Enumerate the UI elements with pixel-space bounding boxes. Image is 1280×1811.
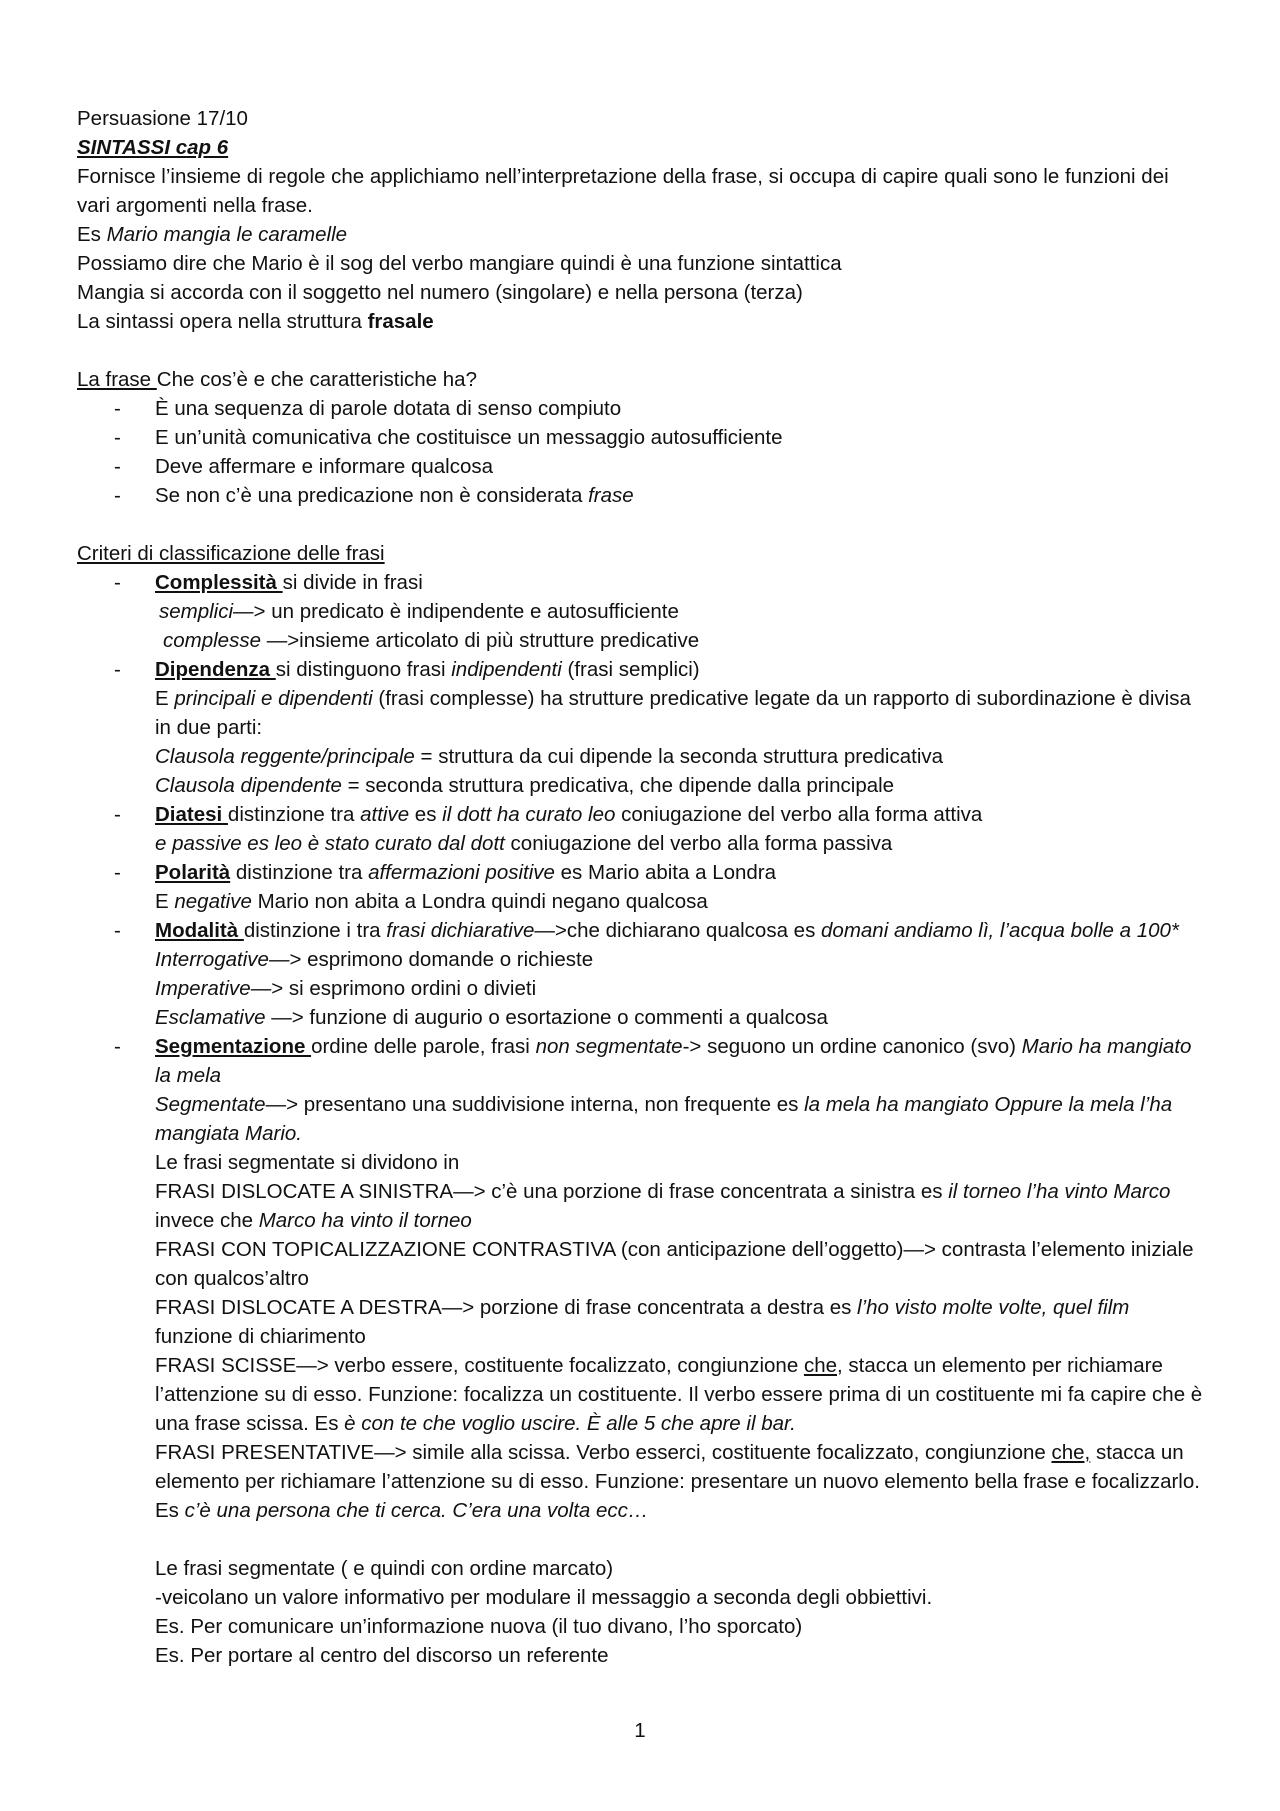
scisse-text: FRASI SCISSE—> verbo essere, costituente focalizzato, congiunzione bbox=[155, 1354, 804, 1377]
segmentate-def: —> presentano una suddivisione interna, non frequente es bbox=[265, 1093, 805, 1116]
segmentazione-text: ordine delle parole, frasi bbox=[311, 1035, 536, 1058]
diatesi-example: il dott ha curato leo bbox=[442, 803, 616, 826]
list-item-text bbox=[155, 481, 1207, 510]
scisse-example: è con te che voglio uscire. È alle 5 che apre il bar. bbox=[344, 1412, 796, 1435]
segmentazione-example: Mario ha mangiato la mela bbox=[155, 1035, 1192, 1087]
frase-heading bbox=[77, 365, 1207, 394]
complessita-text: si divide in frasi bbox=[282, 571, 423, 594]
bullet-dash: - bbox=[114, 919, 121, 942]
semplici-line bbox=[77, 597, 1207, 626]
list-item-text: Deve affermare e informare qualcosa bbox=[155, 455, 494, 478]
dislocate-destra-example: l’ho visto molte volte, quel film bbox=[857, 1296, 1130, 1319]
imperative-term: Imperative bbox=[155, 977, 251, 1000]
bullet-dash: - bbox=[114, 455, 121, 478]
segmentate-example: la mela ha mangiato Oppure la mela l’ha mangiata Mario. bbox=[155, 1093, 1173, 1145]
clausola-reggente-def: = struttura da cui dipende la seconda struttura predicativa bbox=[414, 745, 944, 768]
closing-line-4: Es. Per portare al centro del discorso un referente bbox=[155, 1644, 609, 1667]
diatesi-text-3: coniugazione del verbo alla forma attiva bbox=[615, 803, 983, 826]
segmentazione-text-2: -> seguono un ordine canonico (svo) bbox=[682, 1035, 1022, 1058]
dislocate-destra: FRASI DISLOCATE A DESTRA—> porzione di frase concentrata a destra es bbox=[155, 1296, 858, 1319]
polarita-italic: affermazioni positive bbox=[368, 861, 555, 884]
polarita-l2-text: Mario non abita a Londra quindi negano qualcosa bbox=[251, 890, 708, 913]
bullet-dash: - bbox=[114, 426, 121, 449]
doc-title: Persuasione 17/10 bbox=[77, 107, 248, 130]
frase-title: La frase bbox=[77, 368, 157, 391]
presentative-che: che, bbox=[1051, 1441, 1091, 1464]
dipendenza-text-2: (frasi semplici) bbox=[561, 658, 700, 681]
dipendenza-l2-b: (frasi complesse) ha strutture predicative legate da un rapporto di subordinazione è divisa in due parti: bbox=[155, 687, 1191, 739]
criterion-polarita bbox=[77, 858, 1207, 916]
list-item bbox=[77, 394, 1207, 423]
page-number: 1 bbox=[634, 1719, 646, 1742]
modalita-text-2: —>che dichiarano qualcosa es bbox=[534, 919, 822, 942]
list-item bbox=[77, 481, 1207, 510]
dislocate-sinistra: FRASI DISLOCATE A SINISTRA—> c’è una porzione di frase concentrata a sinistra es bbox=[155, 1180, 949, 1203]
bullet4-text: Se non c’è una predicazione non è considerata bbox=[155, 484, 589, 507]
criterion-modalita bbox=[77, 916, 1207, 1032]
term-complessita: Complessità bbox=[155, 571, 283, 594]
criteri-heading: Criteri di classificazione delle frasi bbox=[77, 542, 385, 565]
term-modalita: Modalità bbox=[155, 919, 244, 942]
polarita-text: distinzione tra bbox=[230, 861, 369, 884]
bullet-dash: - bbox=[114, 484, 121, 507]
criterion-complessita bbox=[77, 568, 1207, 597]
bullet-dash: - bbox=[114, 803, 121, 826]
list-item bbox=[77, 452, 1207, 481]
modalita-text: distinzione i tra bbox=[243, 919, 387, 942]
bullet-dash: - bbox=[114, 397, 121, 420]
closing-line-1: Le frasi segmentate ( e quindi con ordine marcato) bbox=[155, 1557, 614, 1580]
criterion-segmentazione bbox=[77, 1032, 1207, 1670]
intro-line-2: Mangia si accorda con il soggetto nel numero (singolare) e nella persona (terza) bbox=[77, 281, 803, 304]
term-polarita: Polarità bbox=[155, 861, 231, 884]
list-item-text: È una sequenza di parole dotata di senso compiuto bbox=[155, 397, 622, 420]
page-content bbox=[77, 104, 1207, 1670]
esclamative-term: Esclamative bbox=[155, 1006, 272, 1029]
bullet-dash: - bbox=[114, 861, 121, 884]
segmentazione-italic: non segmentate bbox=[535, 1035, 683, 1058]
presentative-example: c’è una persona che ti cerca. C’era una volta ecc… bbox=[184, 1499, 649, 1522]
frasale-bold: frasale bbox=[367, 310, 434, 333]
dislocate-destra-text: funzione di chiarimento bbox=[155, 1325, 366, 1348]
chapter-heading: SINTASSI cap 6 bbox=[77, 136, 229, 159]
complesse-line bbox=[77, 626, 1207, 655]
bullet-dash: - bbox=[114, 571, 121, 594]
clausola-reggente: Clausola reggente/principale bbox=[155, 745, 415, 768]
presentative-text: FRASI PRESENTATIVE—> simile alla scissa. Verbo esserci, costituente focalizzato, congiunzione bbox=[155, 1441, 1052, 1464]
segmentate-term: Segmentate bbox=[155, 1093, 266, 1116]
example-prefix: Es bbox=[77, 223, 107, 246]
intro-paragraph: Fornisce l’insieme di regole che applichiamo nell’interpretazione della frase, si occupa di capire quali sono le funzioni dei vari argomenti nella frase. bbox=[77, 165, 1169, 217]
polarita-l2-a: E bbox=[155, 890, 175, 913]
criterion-diatesi bbox=[77, 800, 1207, 858]
term-segmentazione: Segmentazione bbox=[155, 1035, 312, 1058]
scisse-text-2: , stacca un elemento per richiamare l’attenzione su di esso. Funzione: focalizza un costituente. Il verbo essere prima di un costituente mi fa capire che è una frase scissa. Es bbox=[155, 1354, 1203, 1435]
esclamative-def: —> funzione di augurio o esortazione o commenti a qualcosa bbox=[271, 1006, 828, 1029]
closing-line-2: -veicolano un valore informativo per modulare il messaggio a seconda degli obbiettivi. bbox=[155, 1586, 933, 1609]
bullet-dash: - bbox=[114, 658, 121, 681]
example-text: Mario mangia le caramelle bbox=[106, 223, 348, 246]
bullet4-italic: frase bbox=[588, 484, 634, 507]
intro-example bbox=[77, 220, 1207, 249]
clausola-dipendente-def: = seconda struttura predicativa, che dipende dalla principale bbox=[341, 774, 895, 797]
imperative-def: —> si esprimono ordini o divieti bbox=[250, 977, 537, 1000]
closing-line-3: Es. Per comunicare un’informazione nuova (il tuo divano, l’ho sporcato) bbox=[155, 1615, 803, 1638]
intro-line-1: Possiamo dire che Mario è il sog del verbo mangiare quindi è una funzione sintattica bbox=[77, 252, 842, 275]
segmentate-dividono: Le frasi segmentate si dividono in bbox=[155, 1151, 460, 1174]
diatesi-italic: attive bbox=[360, 803, 410, 826]
dislocate-sinistra-example: il torneo l’ha vinto Marco bbox=[948, 1180, 1171, 1203]
dipendenza-text: si distinguono frasi bbox=[275, 658, 452, 681]
dipendenza-l2-a: E bbox=[155, 687, 175, 710]
topicalizzazione: FRASI CON TOPICALIZZAZIONE CONTRASTIVA (con anticipazione dell’oggetto)—> contrasta l’elemento iniziale con qualcos’altro bbox=[155, 1238, 1194, 1290]
dislocate-sinistra-example-2: Marco ha vinto il torneo bbox=[258, 1209, 472, 1232]
bullet-dash: - bbox=[114, 1035, 121, 1058]
complesse-def: —>insieme articolato di più strutture predicative bbox=[266, 629, 700, 652]
frase-question: Che cos’è e che caratteristiche ha? bbox=[156, 368, 477, 391]
scisse-che: che bbox=[803, 1354, 837, 1377]
modalita-italic: frasi dichiarative bbox=[386, 919, 535, 942]
presentative-text-2: stacca un elemento per richiamare l’attenzione su di esso. Funzione: presentare un nuovo elemento bella frase e focalizzarlo. Es bbox=[155, 1441, 1200, 1522]
list-item-text: E un’unità comunicativa che costituisce un messaggio autosufficiente bbox=[155, 426, 783, 449]
intro-line-3-text: La sintassi opera nella struttura bbox=[77, 310, 368, 333]
term-dipendenza: Dipendenza bbox=[155, 658, 276, 681]
dipendenza-italic: indipendenti bbox=[451, 658, 562, 681]
semplici-def: —> un predicato è indipendente e autosufficiente bbox=[233, 600, 679, 623]
dislocate-sinistra-text: invece che bbox=[155, 1209, 259, 1232]
clausola-dipendente: Clausola dipendente bbox=[155, 774, 342, 797]
polarita-text-2: es Mario abita a Londra bbox=[554, 861, 777, 884]
modalita-example: domani andiamo lì, l’acqua bolle a 100* bbox=[821, 919, 1179, 942]
interrogative-term: Interrogative bbox=[155, 948, 269, 971]
diatesi-passive-text: coniugazione del verbo alla forma passiva bbox=[504, 832, 893, 855]
complesse-term: complesse bbox=[163, 629, 267, 652]
spacer bbox=[155, 1525, 1207, 1554]
term-diatesi: Diatesi bbox=[155, 803, 228, 826]
criterion-dipendenza bbox=[77, 655, 1207, 800]
list-item bbox=[77, 423, 1207, 452]
diatesi-passive-example: e passive es leo è stato curato dal dott bbox=[155, 832, 505, 855]
semplici-term: semplici bbox=[159, 600, 234, 623]
spacer bbox=[77, 336, 1207, 365]
diatesi-text: distinzione tra bbox=[227, 803, 361, 826]
polarita-negative: negative bbox=[174, 890, 252, 913]
dipendenza-l2-italic: principali e dipendenti bbox=[174, 687, 379, 710]
interrogative-def: —> esprimono domande o richieste bbox=[268, 948, 594, 971]
diatesi-text-2: es bbox=[409, 803, 443, 826]
intro-line-3 bbox=[77, 307, 1207, 336]
spacer bbox=[77, 510, 1207, 539]
